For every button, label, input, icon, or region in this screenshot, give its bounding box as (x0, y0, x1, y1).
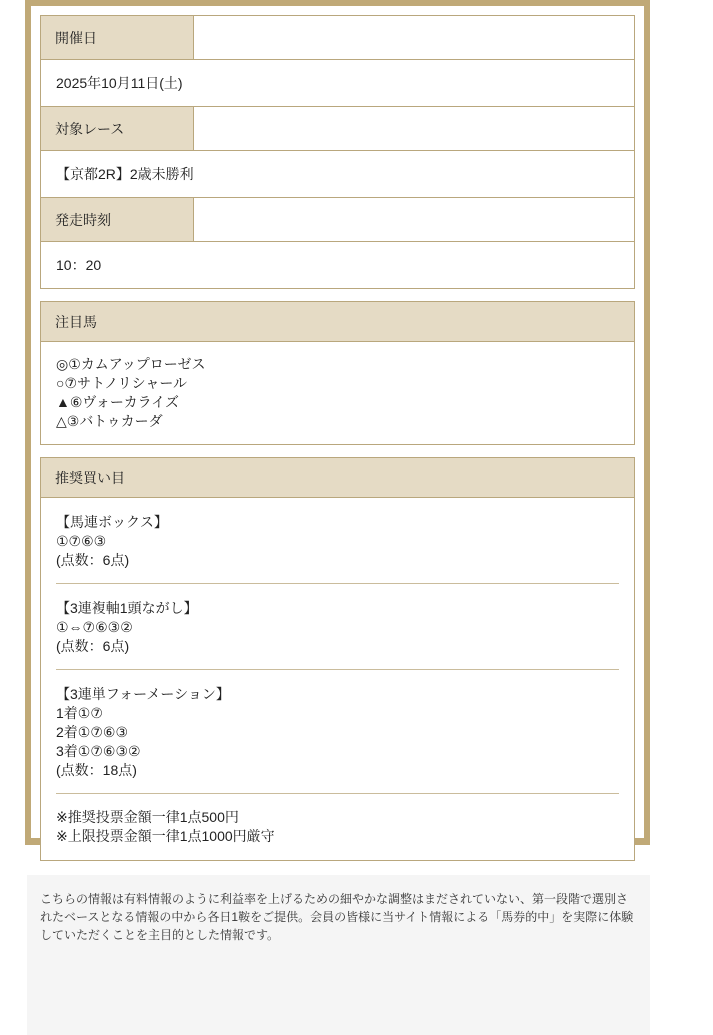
target-race-value-row (41, 151, 634, 198)
horse-entry: ▲⑥ヴォーカライズ (56, 394, 180, 410)
horse-entry: ○⑦サトノリシャール (56, 375, 188, 391)
target-race-header-row (41, 107, 634, 151)
note-line: ※推奨投票金額一律1点500円 (56, 809, 239, 825)
start-time-value: 10：20 (56, 257, 102, 273)
bet-section-sanrenpuku-nagashi (41, 584, 634, 669)
bet-line: 1着①⑦ (56, 705, 103, 721)
bet-section-sanrentan-formation (41, 670, 634, 793)
bet-points: (点数：6点) (56, 552, 130, 568)
bet-section-heading: 【3連単フォーメーション】 (56, 686, 230, 702)
bet-points: (点数：6点) (56, 638, 130, 654)
recommended-bets-title: 推奨買い目 (41, 458, 634, 498)
recommended-bets-box (40, 457, 635, 861)
start-time-value-row (41, 242, 634, 288)
target-race-label: 対象レース (41, 107, 194, 150)
main-panel (25, 0, 650, 845)
bet-section-heading: 【3連複軸1頭ながし】 (56, 600, 198, 616)
start-time-header-row (41, 198, 634, 242)
bet-points: (点数：18点) (56, 762, 137, 778)
bet-line: 2着①⑦⑥③ (56, 724, 128, 740)
bet-line: ①⑦⑥③ (56, 533, 107, 549)
race-date-value: 2025年10月11日(土) (56, 75, 183, 91)
bet-section-heading: 【馬連ボックス】 (56, 514, 168, 530)
betting-notes (41, 794, 634, 860)
bet-section-umaren-box (41, 498, 634, 583)
race-date-header-row (41, 16, 634, 60)
featured-horses-box (40, 301, 635, 445)
race-date-value-row (41, 60, 634, 107)
featured-horses-title: 注目馬 (41, 302, 634, 342)
race-date-label: 開催日 (41, 16, 194, 59)
target-race-value: 【京都2R】2歳未勝利 (56, 166, 194, 182)
bet-line: 3着①⑦⑥③② (56, 743, 141, 759)
note-line: ※上限投票金額一律1点1000円厳守 (56, 828, 275, 844)
start-time-label: 発走時刻 (41, 198, 194, 241)
race-info-table (40, 15, 635, 289)
horse-entry: ◎①カムアップローゼス (56, 356, 206, 372)
bet-line: ①⇔⑦⑥③② (56, 619, 133, 635)
featured-horses-list (41, 342, 634, 444)
footer-note: こちらの情報は有料情報のように利益率を上げるための細やかな調整はまだされていない、第一段階で選別されたベースとなる情報の中から各日1鞍をご提供。会員の皆様に当サイト情報による「馬券的中」を実際に体験していただくことを主目的とした情報です。 (27, 875, 650, 1035)
horse-entry: △③バトゥカーダ (56, 413, 163, 429)
